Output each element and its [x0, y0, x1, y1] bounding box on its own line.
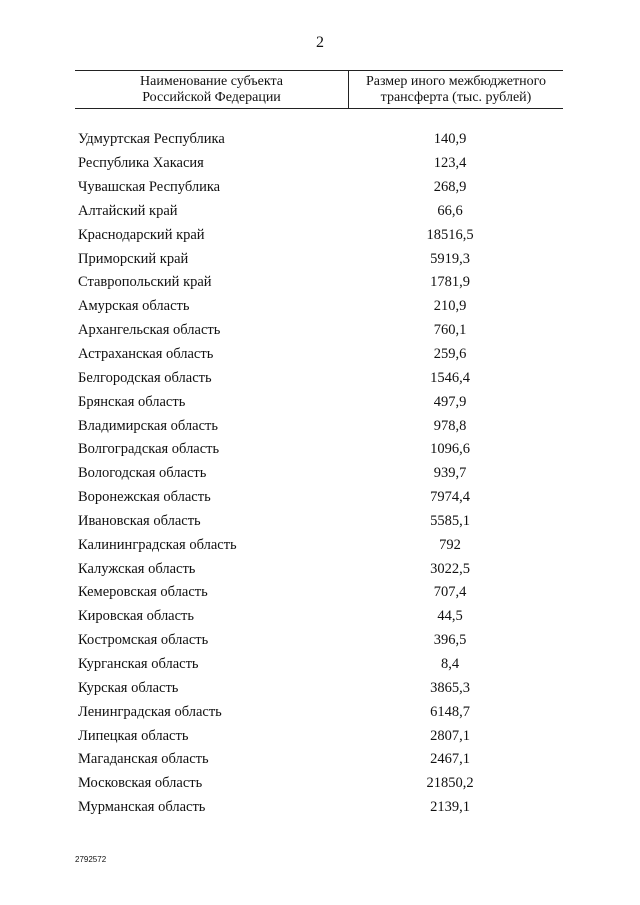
region-name: Липецкая область [78, 727, 189, 744]
transfer-amount: 497,9 [433, 393, 467, 410]
header-transfer-amount [348, 71, 563, 108]
document-code: 2792572 [75, 855, 107, 864]
transfer-amount: 2139,1 [430, 799, 470, 816]
table-body [78, 128, 558, 819]
transfer-amount: 268,9 [433, 179, 467, 196]
table-row [78, 653, 558, 677]
transfer-amount: 7974,4 [430, 489, 470, 506]
table-row [78, 605, 558, 629]
region-name: Курская область [78, 679, 179, 696]
region-name: Курганская область [78, 655, 199, 672]
table-row [78, 366, 558, 390]
region-name: Астраханская область [78, 346, 214, 363]
header-region-name-line2: Российской Федерации [142, 89, 281, 105]
region-name: Брянская область [78, 393, 186, 410]
transfer-amount: 1546,4 [430, 369, 470, 386]
header-transfer-amount-line2: трансферта (тыс. рублей) [380, 89, 532, 105]
region-name: Воронежская область [78, 489, 211, 506]
table-row [78, 176, 558, 200]
transfer-amount: 6148,7 [430, 703, 470, 720]
region-name: Мурманская область [78, 799, 206, 816]
transfer-amount: 1781,9 [430, 274, 470, 291]
transfer-amount: 5585,1 [430, 512, 470, 529]
transfer-amount: 5919,3 [430, 250, 470, 267]
region-name: Краснодарский край [78, 226, 205, 243]
transfer-amount: 140,9 [433, 131, 467, 148]
region-name: Приморский край [78, 250, 189, 267]
region-name: Магаданская область [78, 751, 209, 768]
region-name: Владимирская область [78, 417, 218, 434]
region-name: Московская область [78, 775, 203, 792]
transfer-amount: 396,5 [433, 632, 467, 649]
transfer-amount: 210,9 [433, 298, 467, 315]
table-row [78, 200, 558, 224]
header-transfer-amount-line1: Размер иного межбюджетного [365, 73, 547, 89]
table-row [78, 319, 558, 343]
table-row [78, 581, 558, 605]
transfer-amount: 760,1 [433, 322, 467, 339]
table-row [78, 271, 558, 295]
transfer-amount: 2807,1 [430, 727, 470, 744]
page-number: 2 [316, 34, 324, 51]
table-row [78, 629, 558, 653]
region-name: Чувашская Республика [78, 179, 221, 196]
region-name: Белгородская область [78, 369, 212, 386]
region-name: Архангельская область [78, 322, 221, 339]
region-name: Ставропольский край [78, 274, 212, 291]
region-name: Волгоградская область [78, 441, 220, 458]
transfer-amount: 18516,5 [426, 226, 474, 243]
transfer-amount: 2467,1 [430, 751, 470, 768]
region-name: Республика Хакасия [78, 155, 204, 172]
transfer-amount: 3022,5 [430, 560, 470, 577]
table-row [78, 557, 558, 581]
region-name: Кировская область [78, 608, 195, 625]
table-header [75, 70, 563, 109]
transfer-amount: 123,4 [433, 155, 467, 172]
table-row [78, 676, 558, 700]
table-row [78, 462, 558, 486]
transfer-amount: 978,8 [433, 417, 467, 434]
table-row [78, 724, 558, 748]
region-name: Ивановская область [78, 512, 201, 529]
table-row [78, 414, 558, 438]
transfer-amount: 8,4 [440, 655, 460, 672]
table-row [78, 533, 558, 557]
table-row [78, 772, 558, 796]
transfer-amount: 66,6 [437, 202, 463, 219]
table-row [78, 438, 558, 462]
region-name: Калининградская область [78, 536, 237, 553]
table-row [78, 700, 558, 724]
region-name: Вологодская область [78, 465, 207, 482]
table-row [78, 390, 558, 414]
table-row [78, 247, 558, 271]
header-region-name-line1: Наименование субъекта [140, 73, 283, 89]
header-region-name [75, 71, 348, 108]
transfer-amount: 3865,3 [430, 679, 470, 696]
transfer-amount: 792 [439, 536, 461, 553]
table-row [78, 152, 558, 176]
region-name: Алтайский край [78, 202, 178, 219]
transfer-amount: 707,4 [433, 584, 467, 601]
table-row [78, 295, 558, 319]
table-row [78, 510, 558, 534]
table-row [78, 343, 558, 367]
transfer-amount: 44,5 [437, 608, 463, 625]
region-name: Амурская область [78, 298, 190, 315]
table-row [78, 796, 558, 820]
transfer-amount: 21850,2 [426, 775, 474, 792]
transfer-amount: 1096,6 [430, 441, 470, 458]
region-name: Кемеровская область [78, 584, 208, 601]
table-row [78, 128, 558, 152]
region-name: Удмуртская Республика [78, 131, 225, 148]
table-row [78, 748, 558, 772]
table-row [78, 223, 558, 247]
region-name: Ленинградская область [78, 703, 222, 720]
transfer-amount: 259,6 [433, 346, 467, 363]
table-row [78, 486, 558, 510]
region-name: Калужская область [78, 560, 196, 577]
region-name: Костромская область [78, 632, 209, 649]
transfer-amount: 939,7 [433, 465, 467, 482]
